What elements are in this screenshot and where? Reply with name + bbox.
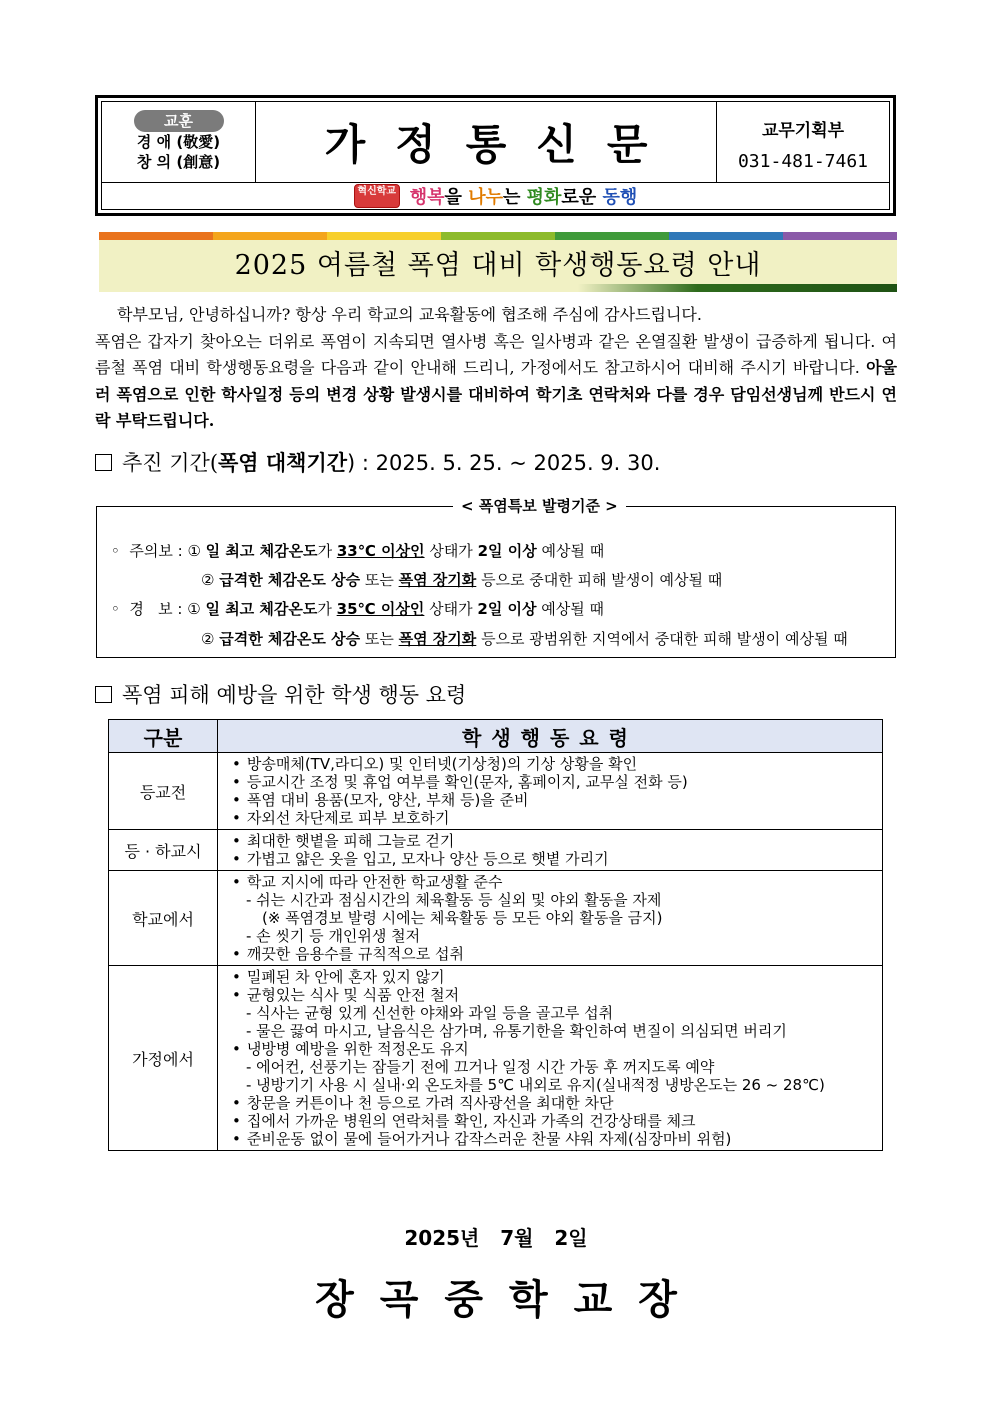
banner-title: 2025 여름철 폭염 대비 학생행동요령 안내 bbox=[234, 249, 762, 281]
intro-paragraph bbox=[95, 302, 897, 435]
criteria-text-part: 급격한 체감온도 상승 bbox=[219, 571, 361, 589]
criteria-text-part: ② bbox=[201, 571, 220, 589]
action-item: • 가볍고 얇은 옷을 입고, 모자나 양산 등으로 햇볕 가리기 bbox=[232, 850, 876, 868]
action-item: • 준비운동 없이 물에 들어가거나 갑작스러운 찬물 샤워 자제(심장마비 위험) bbox=[232, 1130, 876, 1148]
slogan-part: 로운 bbox=[561, 187, 603, 208]
checkbox-square-icon bbox=[95, 686, 112, 703]
table-cell-actions bbox=[218, 830, 883, 871]
table-cell-category: 등 · 하교시 bbox=[109, 830, 218, 871]
table-header-row bbox=[109, 720, 883, 753]
department-phone: 031-481-7461 bbox=[737, 151, 869, 172]
period-line bbox=[95, 447, 660, 477]
action-item: - 냉방기기 사용 시 실내·외 온도차를 5℃ 내외로 유지(실내적정 냉방온도는 26 ~ 28℃) bbox=[246, 1076, 825, 1094]
intro-greeting: 학부모님, 안녕하십니까? 항상 우리 학교의 교육활동에 협조해 주심에 감사드립니다. bbox=[117, 305, 702, 324]
action-item: - 식사는 균형 있게 신선한 야채와 과일 등을 골고루 섭취 bbox=[246, 1004, 614, 1022]
table-row bbox=[109, 871, 883, 966]
letter-title-cell bbox=[256, 102, 716, 182]
checkbox-square-icon bbox=[95, 454, 112, 471]
title-banner bbox=[99, 232, 897, 292]
intro-body-bold: 아울러 폭염으로 인한 학사일정 등의 변경 상황 발생시를 대비하여 학기초 연락처와 다를 경우 담임선생님께 반드시 연락 부탁드립니다. bbox=[95, 358, 897, 430]
motto-line-1: 경 애 (敬愛) bbox=[136, 133, 221, 151]
action-item: - 물은 끓여 마시고, 날음식은 삼가며, 유통기한을 확인하여 변질이 의심되면 버리기 bbox=[246, 1022, 787, 1040]
criteria-text-part: 가 bbox=[317, 542, 337, 560]
action-item: • 밀폐된 차 안에 혼자 있지 않기 bbox=[232, 968, 876, 986]
innovation-school-logo bbox=[354, 184, 400, 208]
period-value: ) : 2025. 5. 25. ~ 2025. 9. 30. bbox=[347, 451, 661, 475]
criteria-text-part: 상태가 bbox=[424, 600, 478, 618]
table-cell-actions bbox=[218, 966, 883, 1151]
criteria-text-part: 2일 이상 bbox=[477, 600, 537, 618]
section-title-actions bbox=[95, 679, 466, 709]
table-row bbox=[109, 830, 883, 871]
criteria-title: < 폭염특보 발령기준 > bbox=[453, 495, 626, 516]
banner-color-bar bbox=[99, 232, 213, 240]
criteria-text-part: 2일 이상 bbox=[477, 542, 537, 560]
action-item: • 냉방병 예방을 위한 적정온도 유지 bbox=[232, 1040, 876, 1058]
criteria-text-part: 등으로 광범위한 지역에서 중대한 피해 발생이 예상될 때 bbox=[476, 630, 848, 648]
table-header-actions: 학생행동요령 bbox=[218, 720, 883, 753]
slogan-text bbox=[410, 183, 637, 209]
table-row bbox=[109, 966, 883, 1151]
slogan-part: 동행 bbox=[602, 187, 638, 208]
motto-line-2: 창 의 (創意) bbox=[136, 153, 221, 171]
criteria-text-part: ◦ 주의보 : ① bbox=[111, 542, 206, 560]
banner-color-bar bbox=[783, 232, 897, 240]
criteria-text-part: 상태가 bbox=[424, 542, 478, 560]
motto-badge: 교훈 bbox=[134, 110, 224, 132]
action-item: • 폭염 대비 용품(모자, 양산, 부채 등)을 준비 bbox=[232, 791, 876, 809]
action-item: - 손 씻기 등 개인위생 철저 bbox=[246, 927, 421, 945]
department-cell bbox=[716, 102, 889, 182]
action-plan-table bbox=[108, 719, 883, 1151]
action-item: - 에어컨, 선풍기는 잠들기 전에 끄거나 일정 시간 가동 후 꺼지도록 예약 bbox=[246, 1058, 715, 1076]
criteria-text-part: 급격한 체감온도 상승 bbox=[219, 630, 361, 648]
banner-color-bars bbox=[99, 232, 897, 240]
table-cell-category: 학교에서 bbox=[109, 871, 218, 966]
criteria-text-part: ◦ 경 보 : ① bbox=[111, 600, 206, 618]
innovation-school-logo-text: 혁신학교 bbox=[357, 186, 397, 197]
section-title-actions-text: 폭염 피해 예방을 위한 학생 행동 요령 bbox=[122, 683, 467, 707]
criteria-text-part: 일 최고 체감온도 bbox=[205, 600, 318, 618]
period-label: 추진 기간( bbox=[122, 451, 219, 475]
slogan-part: 행복 bbox=[409, 187, 445, 208]
letter-header bbox=[95, 95, 896, 216]
intro-body-text: 폭염은 갑자기 찾아오는 더위로 폭염이 지속되면 열사병 혹은 일사병과 같은 온열질환 발생이 급증하게 됩니다. 여름철 폭염 대비 학생행동요령을 다음과 같이 안내해 드리니, 가정에서도 참고하시어 대비해 주시기 바랍니다. bbox=[95, 331, 897, 377]
banner-color-bar bbox=[669, 232, 783, 240]
letter-title: 가정통신문 bbox=[324, 120, 678, 169]
slogan-part: 평화 bbox=[526, 187, 562, 208]
slogan-part: 는 bbox=[502, 187, 527, 208]
criteria-text-part: ② bbox=[201, 630, 220, 648]
criteria-text-part: 33℃ 이상인 bbox=[336, 542, 425, 560]
letter-header-inner bbox=[101, 101, 890, 210]
action-item: • 깨끗한 음용수를 규칙적으로 섭취 bbox=[232, 945, 876, 963]
department-name: 교무기획부 bbox=[761, 121, 845, 141]
intro-body bbox=[95, 329, 897, 435]
banner-color-bar bbox=[441, 232, 555, 240]
banner-body bbox=[99, 240, 897, 284]
table-row bbox=[109, 753, 883, 830]
action-item: - 쉬는 시간과 점심시간의 체육활동 등 실외 및 야외 활동을 자제 bbox=[246, 891, 662, 909]
action-item: • 학교 지시에 따라 안전한 학교생활 준수 bbox=[232, 873, 876, 891]
criteria-line-warning-2 bbox=[201, 628, 848, 649]
table-cell-actions bbox=[218, 753, 883, 830]
banner-color-bar bbox=[555, 232, 669, 240]
action-item: • 등교시간 조정 및 휴업 여부를 확인(문자, 홈페이지, 교무실 전화 등) bbox=[232, 773, 876, 791]
table-header-category: 구분 bbox=[109, 720, 218, 753]
criteria-text-part: 폭염 장기화 bbox=[398, 571, 477, 589]
banner-bottom-bar bbox=[99, 284, 897, 292]
heat-alert-criteria-box bbox=[96, 497, 896, 658]
criteria-text-part: 폭염 장기화 bbox=[398, 630, 477, 648]
school-motto bbox=[102, 102, 256, 182]
action-item: • 창문을 커튼이나 천 등으로 가려 직사광선을 최대한 차단 bbox=[232, 1094, 876, 1112]
letter-date: 2025년 7월 2일 bbox=[404, 1226, 588, 1250]
banner-color-bar bbox=[327, 232, 441, 240]
banner-color-bar bbox=[213, 232, 327, 240]
criteria-text-part: 일 최고 체감온도 bbox=[205, 542, 318, 560]
school-slogan bbox=[102, 182, 889, 209]
action-item: (※ 폭염경보 발령 시에는 체육활동 등 모든 야외 활동을 금지) bbox=[262, 909, 663, 927]
criteria-text-part: 예상될 때 bbox=[536, 542, 605, 560]
principal-signature: 장곡중학교장 bbox=[315, 1277, 703, 1323]
criteria-line-advisory-1 bbox=[111, 540, 604, 561]
period-bold-label: 폭염 대책기간 bbox=[218, 451, 348, 475]
criteria-line-advisory-2 bbox=[201, 569, 722, 590]
action-item: • 최대한 햇볕을 피해 그늘로 걷기 bbox=[232, 832, 876, 850]
criteria-text-part: 또는 bbox=[360, 630, 399, 648]
criteria-line-warning-1 bbox=[111, 598, 604, 619]
criteria-text-part: 등으로 중대한 피해 발생이 예상될 때 bbox=[476, 571, 723, 589]
slogan-part: 나누 bbox=[468, 187, 503, 208]
criteria-text-part: 가 bbox=[317, 600, 337, 618]
action-item: • 균형있는 식사 및 식품 안전 철저 bbox=[232, 986, 876, 1004]
criteria-text-part: 예상될 때 bbox=[536, 600, 605, 618]
criteria-text-part: 35℃ 이상인 bbox=[336, 600, 425, 618]
action-item: • 자외선 차단제로 피부 보호하기 bbox=[232, 809, 876, 827]
action-item: • 집에서 가까운 병원의 연락처를 확인, 자신과 가족의 건강상태를 체크 bbox=[232, 1112, 876, 1130]
table-cell-category: 가정에서 bbox=[109, 966, 218, 1151]
table-cell-category: 등교전 bbox=[109, 753, 218, 830]
criteria-text-part: 또는 bbox=[360, 571, 399, 589]
table-cell-actions bbox=[218, 871, 883, 966]
slogan-part: 을 bbox=[444, 187, 469, 208]
action-item: • 방송매체(TV,라디오) 및 인터넷(기상청)의 기상 상황을 확인 bbox=[232, 755, 876, 773]
